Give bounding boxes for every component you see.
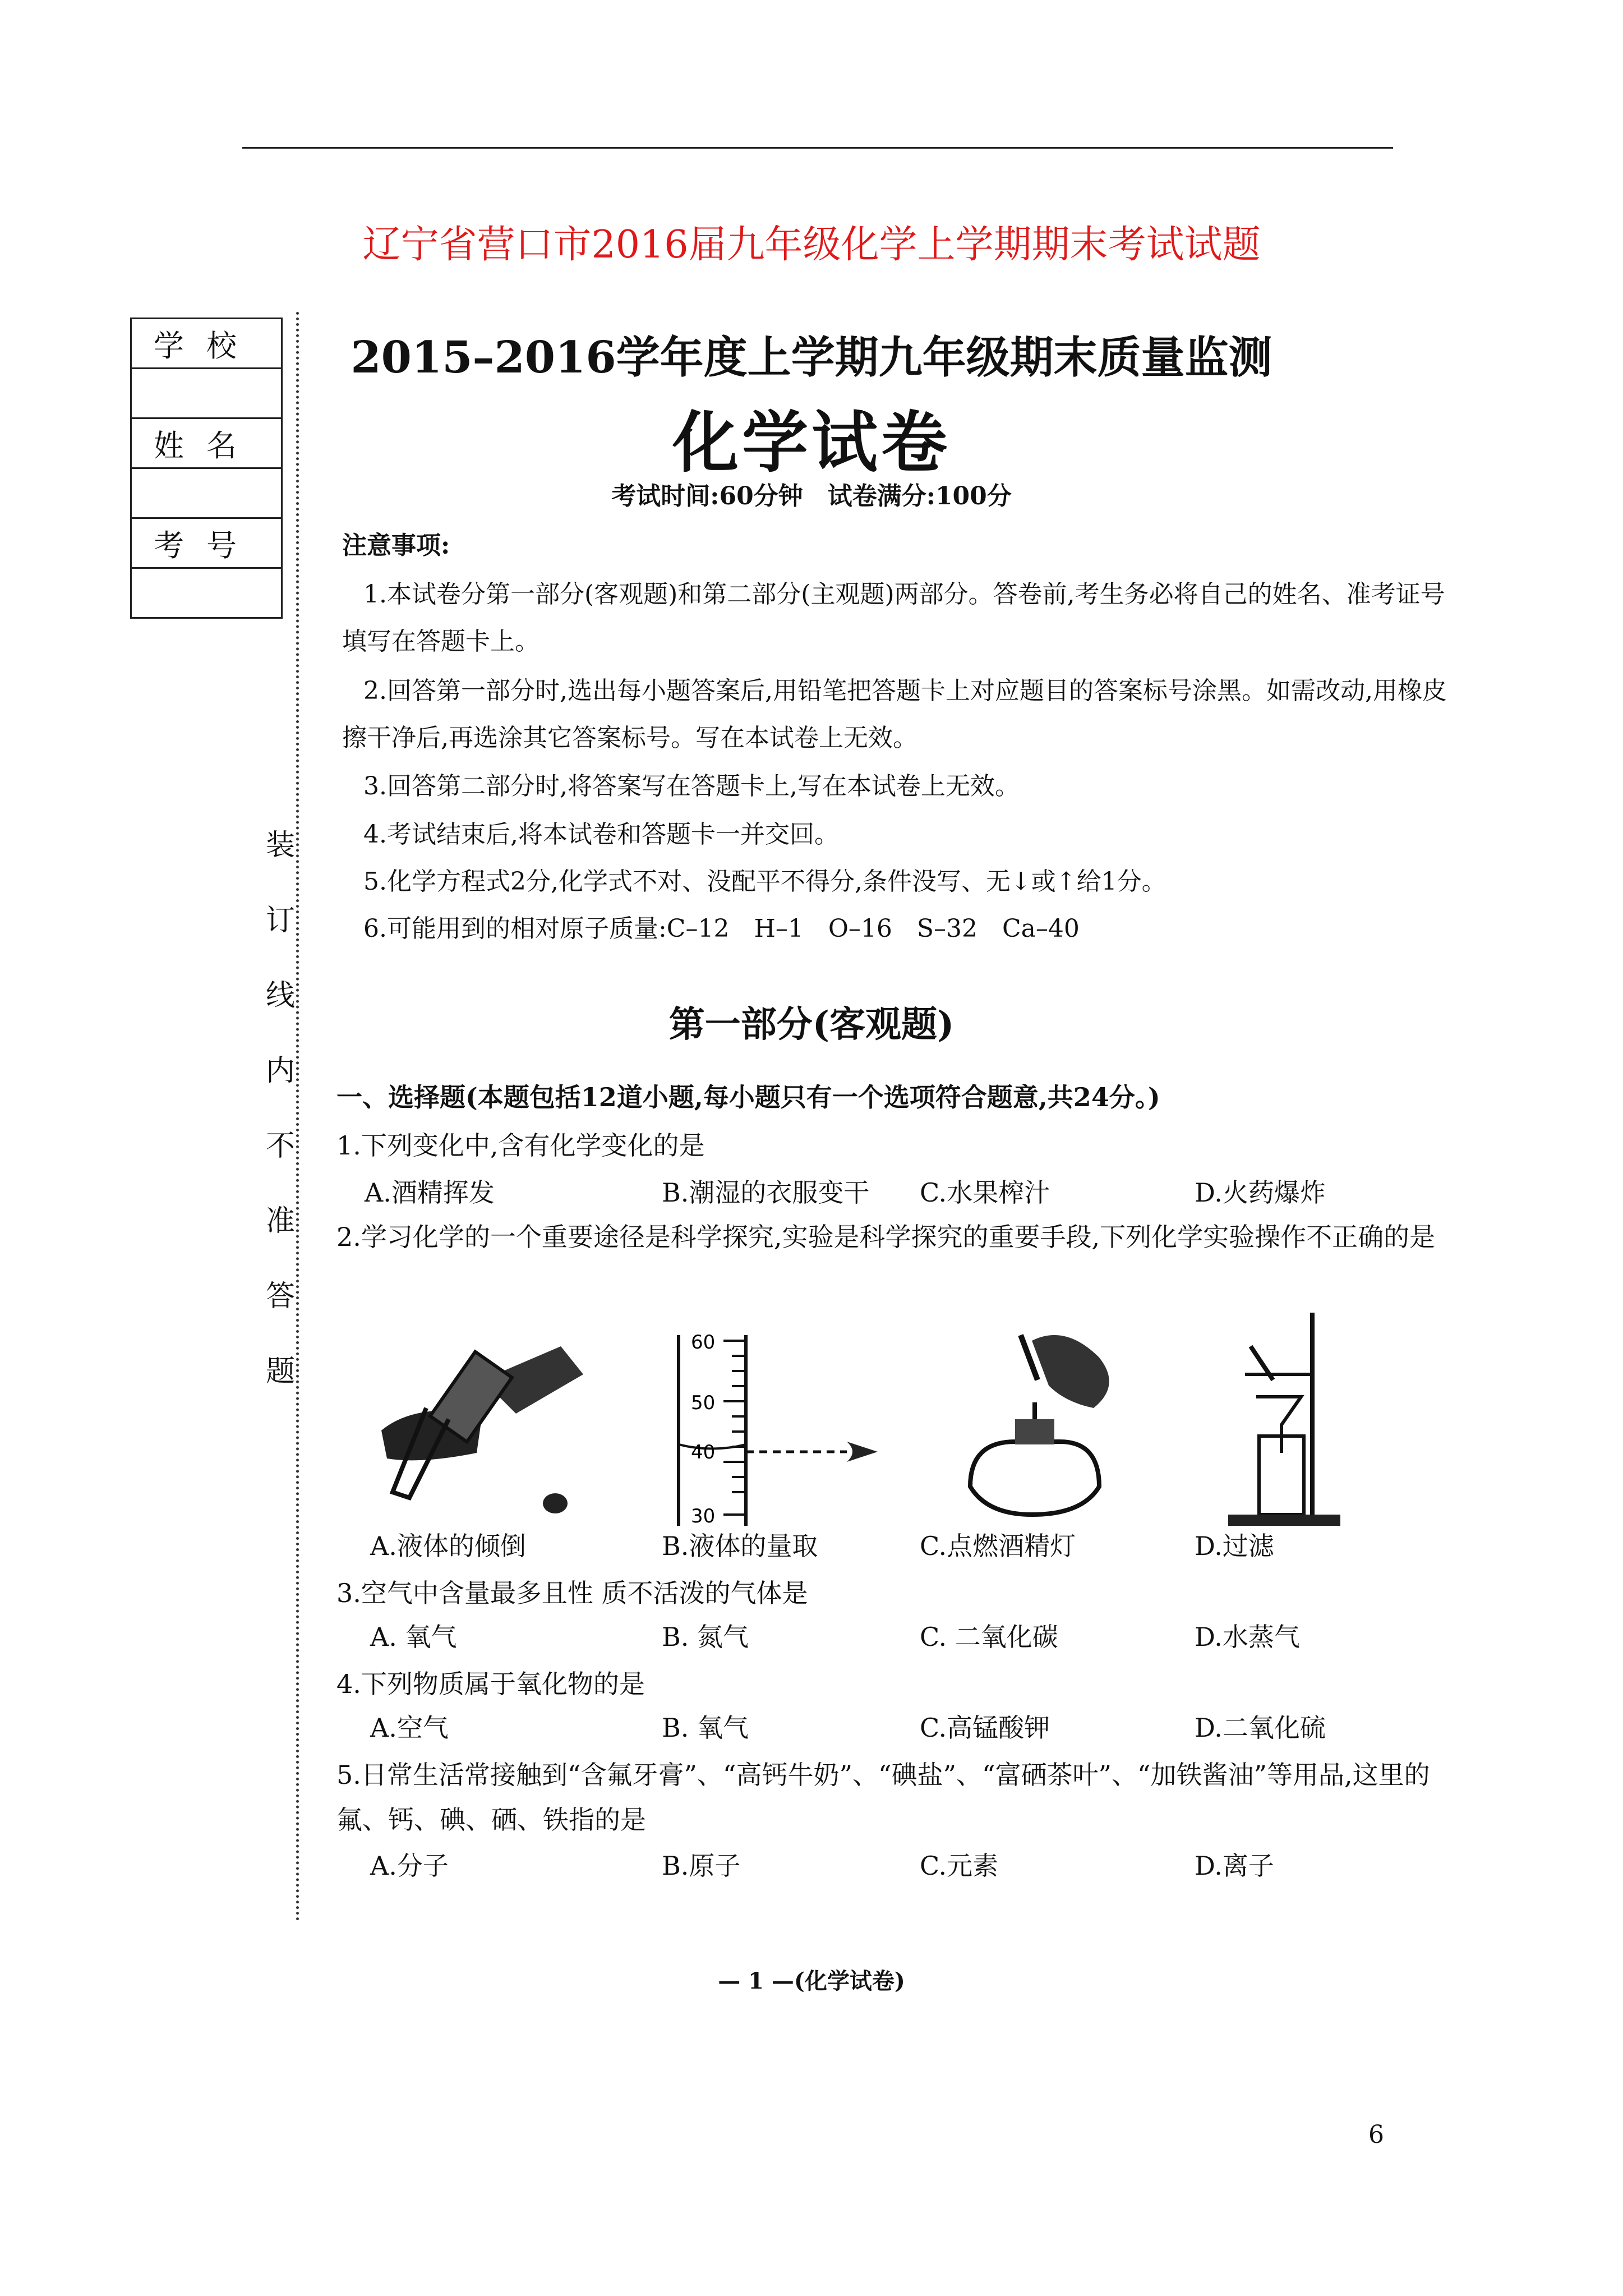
option-d: D.二氧化硫 xyxy=(1195,1713,1326,1743)
document-title: 辽宁省营口市2016届九年级化学上学期期末考试试题 xyxy=(362,223,1261,267)
question-stem: 4.下列物质属于氧化物的是 xyxy=(336,1669,645,1699)
question-stem: 5.日常生活常接触到“含氟牙膏”、“高钙牛奶”、“碘盐”、“富硒茶叶”、“加铁酱油”等用品,这里的氟、钙、碘、硒、铁指的是 xyxy=(336,1760,1430,1835)
option-c: C.高锰酸钾 xyxy=(920,1713,1050,1743)
alcohol-lamp-figure xyxy=(953,1318,1144,1531)
option-b: B. 氧气 xyxy=(662,1713,749,1743)
exam-title: 化学试卷 xyxy=(672,403,951,481)
pouring-liquid-figure xyxy=(370,1324,594,1520)
option-a: A.酒精挥发 xyxy=(365,1177,495,1208)
note-item: 1.本试卷分第一部分(客观题)和第二部分(主观题)两部分。答卷前,考生务必将自己的姓名、准考证号填写在答题卡上。 xyxy=(342,580,1445,656)
tick-label: 40 xyxy=(691,1441,716,1464)
question-stem: 3.空气中含量最多且性 质不活泼的气体是 xyxy=(336,1578,808,1608)
school-label: 学校 xyxy=(131,319,282,369)
option-c: C.点燃酒精灯 xyxy=(920,1531,1076,1561)
graduated-cylinder-figure xyxy=(656,1329,892,1531)
exam-number-field[interactable] xyxy=(131,568,282,618)
note-item: 3.回答第二部分时,将答案写在答题卡上,写在本试卷上无效。 xyxy=(363,772,1020,800)
question-stem: 1.下列变化中,含有化学变化的是 xyxy=(336,1130,705,1161)
tick-label: 60 xyxy=(691,1331,716,1354)
option-d: D.火药爆炸 xyxy=(1195,1177,1326,1208)
page-number: 6 xyxy=(1368,2120,1384,2149)
option-c: C.元素 xyxy=(920,1851,999,1881)
tick-label: 30 xyxy=(691,1505,716,1527)
option-a: A.空气 xyxy=(370,1713,449,1743)
option-b: B.原子 xyxy=(662,1851,741,1881)
tick-label: 50 xyxy=(691,1392,716,1414)
binding-warning-text: 装订线内不准答题 xyxy=(265,829,295,1388)
section-heading: 一、选择题(本题包括12道小题,每小题只有一个选项符合题意,共24分。) xyxy=(336,1082,1160,1112)
option-a: A.液体的倾倒 xyxy=(370,1531,526,1561)
name-label: 姓名 xyxy=(131,418,282,468)
option-c: C. 二氧化碳 xyxy=(920,1622,1058,1652)
option-c: C.水果榨汁 xyxy=(920,1177,1050,1208)
note-item: 4.考试结束后,将本试卷和答题卡一并交回。 xyxy=(363,820,839,849)
option-a: A.分子 xyxy=(370,1851,449,1881)
option-b: B.潮湿的衣服变干 xyxy=(662,1177,870,1208)
option-d: D.离子 xyxy=(1195,1851,1274,1881)
note-item: 5.化学方程式2分,化学式不对、没配平不得分,条件没写、无↓或↑给1分。 xyxy=(363,867,1166,896)
note-item: 6.可能用到的相对原子质量:C–12 H–1 O–16 S–32 Ca–40 xyxy=(363,914,1080,943)
filtration-figure xyxy=(1217,1313,1363,1531)
exam-number-label: 考号 xyxy=(131,518,282,568)
page-footer: — 1 —(化学试卷) xyxy=(718,1968,905,1994)
option-d: D.水蒸气 xyxy=(1195,1622,1300,1652)
option-d: D.过滤 xyxy=(1195,1531,1274,1561)
part-heading: 第一部分(客观题) xyxy=(668,1004,955,1046)
notes-heading: 注意事项: xyxy=(342,531,450,560)
question-stem: 2.学习化学的一个重要途径是科学探究,实验是科学探究的重要手段,下列化学实验操作不正确的是 xyxy=(336,1222,1436,1252)
top-rule xyxy=(242,147,1393,149)
option-b: B.液体的量取 xyxy=(662,1531,818,1561)
exam-header: 2015–2016学年度上学期九年级期末质量监测 xyxy=(351,332,1272,383)
option-b: B. 氮气 xyxy=(662,1622,749,1652)
note-item: 2.回答第一部分时,选出每小题答案后,用铅笔把答题卡上对应题目的答案标号涂黑。如需改动,用橡皮擦干净后,再选涂其它答案标号。写在本试卷上无效。 xyxy=(342,677,1447,752)
option-a: A. 氧气 xyxy=(370,1622,457,1652)
exam-meta: 考试时间:60分钟 试卷满分:100分 xyxy=(611,482,1012,510)
